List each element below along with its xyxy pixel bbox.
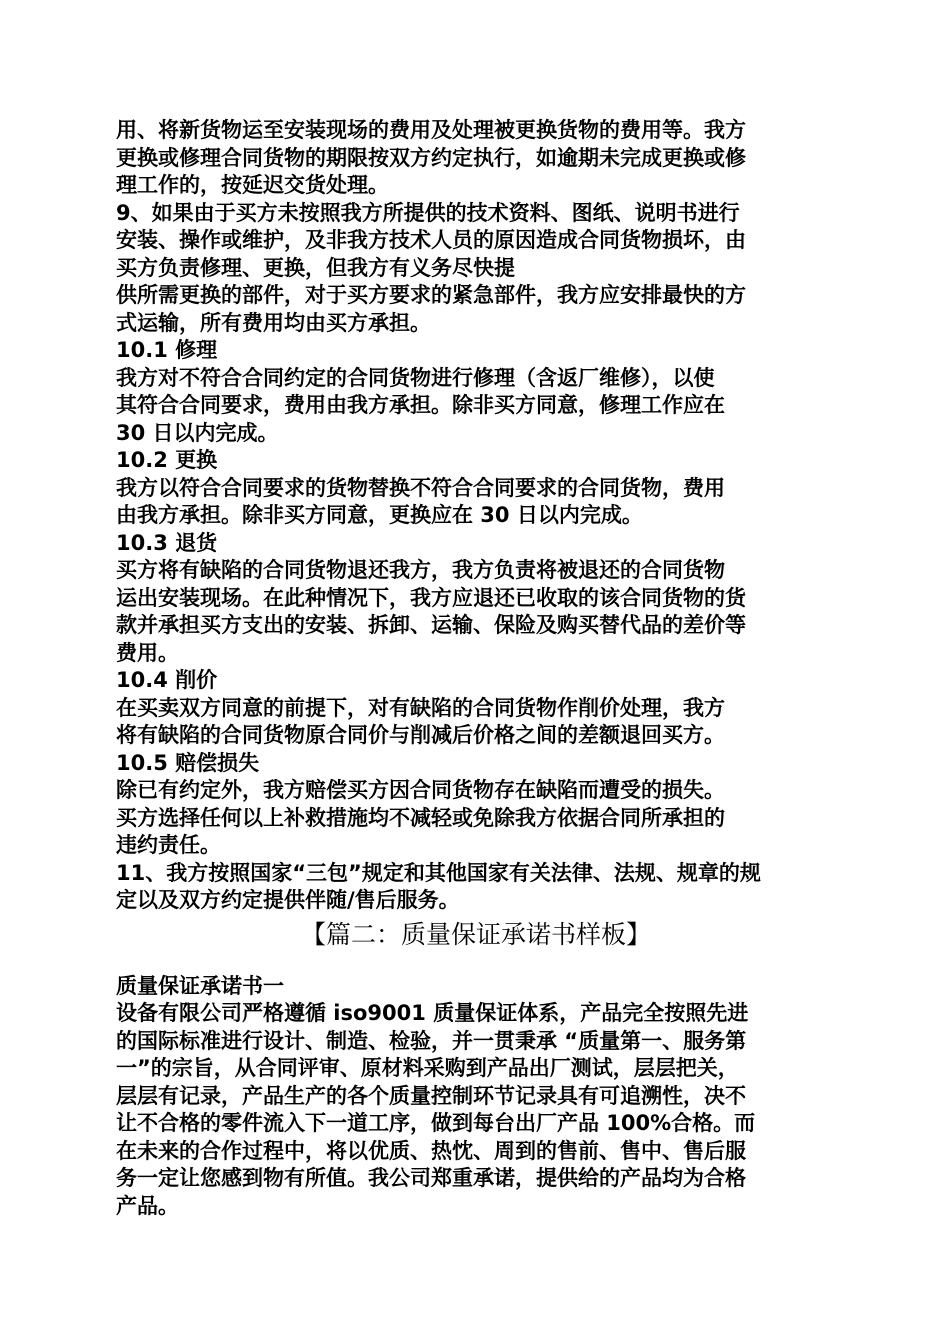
text-line: 30 日以内完成。 [116,420,279,445]
text-line: 我方对不符合合同约定的合同货物进行修理（含返厂维修），以使 [116,365,715,390]
subsection-title-10-5: 10.5 赔偿损失 [116,750,260,775]
text-line: 其符合合同要求，费用由我方承担。除非买方同意，修理工作应在 [116,393,725,417]
part1-body [116,117,836,915]
text-line: 的国际标准进行设计、制造、检验，并一贯秉承 “质量第一、服务第 [116,1028,747,1053]
text-line: 供所需更换的部件，对于买方要求的紧急部件，我方应安排最快的方 [116,283,746,307]
text-line: 更换或修理合同货物的期限按双方约定执行，如逾期未完成更换或修 [116,145,746,170]
spacer [116,953,836,973]
text-line: 一”的宗旨，从合同评审、原材料采购到产品出厂测试，层层把关， [116,1056,739,1080]
text-line: 产品。 [116,1193,179,1218]
document-page [116,117,836,1220]
text-line: 在未来的合作过程中，将以优质、热忱、周到的售前、售中、售后服 [116,1138,746,1163]
subsection-title-10-4: 10.4 削价 [116,668,218,692]
text-line: 我方以符合合同要求的货物替换不符合合同要求的合同货物，费用 [116,475,725,500]
subsection-title-10-3: 10.3 退货 [116,530,218,555]
clause-9-line: 9、如果由于买方未按照我方所提供的技术资料、图纸、说明书进行 [116,200,740,225]
text-line: 让不合格的零件流入下一道工序，做到每台出厂产品 100%合格。而 [116,1111,756,1135]
text-line: 运出安装现场。在此种情况下，我方应退还已收取的该合同货物的货 [116,585,746,610]
text-line: 买方将有缺陷的合同货物退还我方，我方负责将被退还的合同货物 [116,558,725,582]
text-line: 在买卖双方同意的前提下，对有缺陷的合同货物作削价处理，我方 [116,695,725,720]
text-line: 除已有约定外，我方赔偿买方因合同货物存在缺陷而遭受的损失。 [116,778,725,802]
text-line: 理工作的，按延迟交货处理。 [116,173,389,197]
subsection-title-10-2: 10.2 更换 [116,448,218,472]
text-line: 安装、操作或维护，及非我方技术人员的原因造成合同货物损坏，由 [116,228,746,252]
section-heading: 【篇二：质量保证承诺书样板】 [300,919,651,949]
text-line: 费用。 [116,640,179,665]
text-line: 设备有限公司严格遵循 iso9001 质量保证体系，产品完全按照先进 [116,1001,749,1025]
subsection-title-10-1: 10.1 修理 [116,338,218,362]
text-line: 务一定让您感到物有所值。我公司郑重承诺，提供给的产品均为合格 [116,1166,746,1190]
text-line: 式运输，所有费用均由买方承担。 [116,310,431,335]
text-line: 用、将新货物运至安装现场的费用及处理被更换货物的费用等。我方 [116,118,746,142]
part2-title: 质量保证承诺书一 [116,973,284,998]
text-line: 违约责任。 [116,833,221,857]
clause-11-line: 11、我方按照国家“三包”规定和其他国家有关法律、法规、规章的规 [116,860,761,885]
text-line: 买方选择任何以上补救措施均不减轻或免除我方依据合同所承担的 [116,805,725,830]
text-line: 由我方承担。除非买方同意，更换应在 30 日以内完成。 [116,503,643,527]
part2-body [116,973,836,1221]
text-line: 层层有记录，产品生产的各个质量控制环节记录具有可追溯性，决不 [116,1083,746,1108]
text-line: 定以及双方约定提供伴随/售后服务。 [116,888,460,912]
text-line: 款并承担买方支出的安装、拆卸、运输、保险及购买替代品的差价等 [116,613,746,637]
text-line: 买方负责修理、更换，但我方有义务尽快提 [116,255,515,280]
text-line: 将有缺陷的合同货物原合同价与削减后价格之间的差额退回买方。 [116,723,725,747]
